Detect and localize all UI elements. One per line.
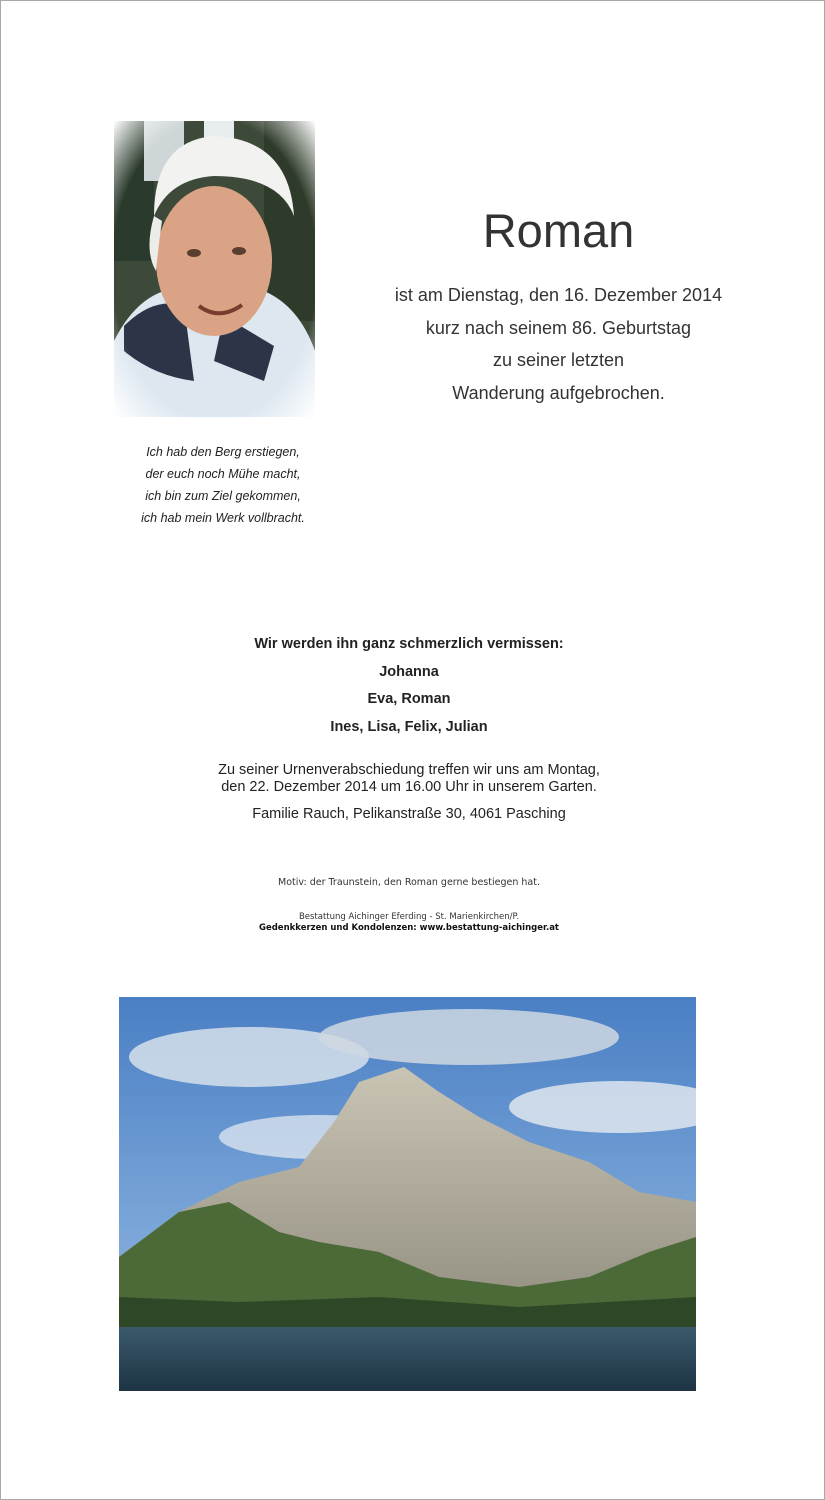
undertaker-info	[151, 912, 667, 934]
announcement-line: kurz nach seinem 86. Geburtstag	[425, 317, 692, 338]
mourner-names: Eva, Roman	[367, 691, 451, 707]
poem-line: ich bin zum Ziel gekommen,	[145, 489, 301, 503]
deceased-name: Roman	[482, 204, 635, 257]
undertaker-name: Bestattung Aichinger Eferding - St. Marienkirchen/P.	[298, 912, 520, 922]
family-address: Familie Rauch, Pelikanstraße 30, 4061 Pasching	[252, 806, 566, 822]
death-announcement	[381, 279, 736, 409]
motif-caption: Motiv: der Traunstein, den Roman gerne bestiegen hat.	[278, 877, 540, 888]
mourners-heading: Wir werden ihn ganz schmerzlich vermissen:	[254, 636, 564, 652]
ceremony-info	[151, 762, 667, 796]
announcement-line: Wanderung aufgebrochen.	[452, 382, 665, 403]
poem-line: der euch noch Mühe macht,	[145, 467, 301, 481]
ceremony-line: Zu seiner Urnenverabschiedung treffen wir uns am Montag,	[218, 762, 600, 778]
mourner-names: Johanna	[379, 663, 439, 680]
memorial-poem	[113, 441, 333, 529]
poem-line: ich hab mein Werk vollbracht.	[141, 511, 305, 525]
portrait-photo	[114, 121, 315, 417]
mourners-section	[151, 633, 667, 743]
announcement-line: ist am Dienstag, den 16. Dezember 2014	[394, 285, 723, 305]
announcement-line: zu seiner letzten	[492, 350, 625, 370]
mountain-photo	[119, 997, 696, 1391]
poem-line: Ich hab den Berg erstiegen,	[146, 445, 300, 459]
ceremony-line: den 22. Dezember 2014 um 16.00 Uhr in unserem Garten.	[221, 779, 597, 795]
mourner-names: Ines, Lisa, Felix, Julian	[330, 718, 488, 735]
condolence-link: Gedenkkerzen und Kondolenzen: www.bestattung-aichinger.at	[258, 923, 559, 933]
